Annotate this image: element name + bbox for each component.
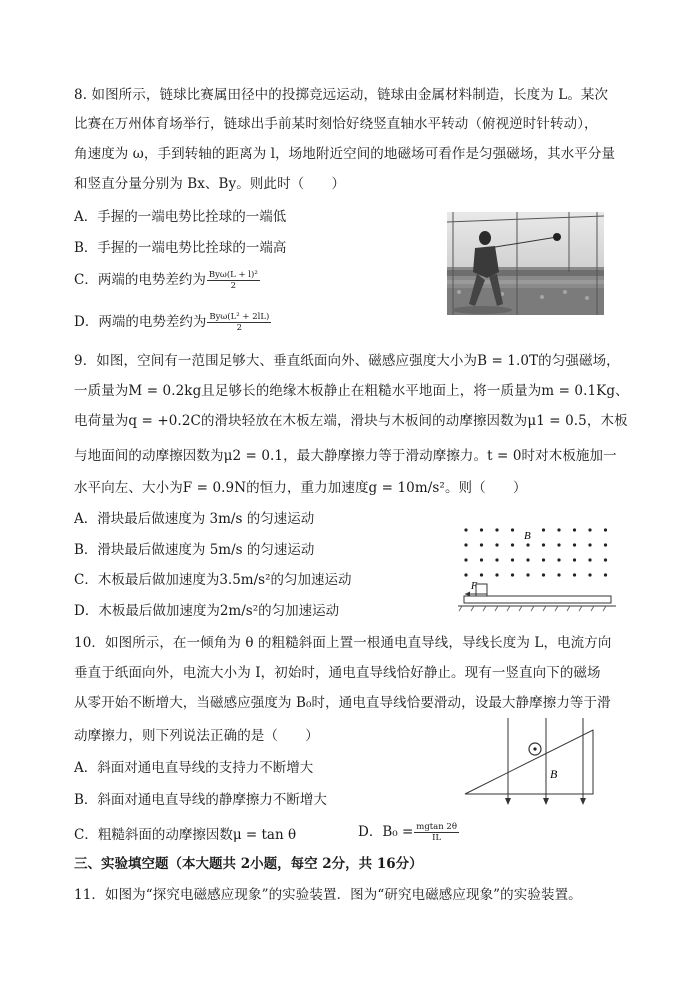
- q9-line-2: 一质量为M = 0.2kg且足够长的绝缘木板静止在粗糙水平地面上，将一质量为m = 0.1Kg、: [74, 383, 629, 399]
- q8-option-c-numerator: Byω(L + l)²: [208, 270, 258, 280]
- q9-option-a: A．滑块最后做速度为 3m/s 的匀速运动: [74, 511, 315, 527]
- q9-force-label: F: [471, 581, 478, 592]
- q8-line-3: 角速度为 ω，手到转轴的距离为 l，场地附近空间的地磁场可看作是匀强磁场，其水平分量: [74, 146, 616, 162]
- q9-line-3: 电荷量为q = +0.2C的滑块轻放在木板左端，滑块与木板间的动摩擦因数为μ1 = 0.5，木板: [74, 413, 628, 429]
- field-dot: [495, 543, 498, 546]
- field-dot: [542, 528, 545, 531]
- field-dot: [557, 528, 560, 531]
- field-dot: [480, 558, 483, 561]
- q8-option-d-prefix: D．两端的电势差约为: [74, 314, 207, 330]
- field-dot: [557, 558, 560, 561]
- field-dot: [511, 573, 514, 576]
- q9-field-label: B: [524, 530, 531, 542]
- magnetic-field-arrowheads: [505, 798, 586, 805]
- hammer-throw-photo: [447, 212, 604, 315]
- q10-option-d-prefix: D．B₀ =: [358, 824, 414, 840]
- q10-option-c: C．粗糙斜面的动摩擦因数μ = tan θ: [74, 827, 297, 843]
- wooden-board: [464, 596, 611, 603]
- q8-option-c-denominator: 2: [230, 281, 237, 291]
- q8-line-1: 8. 如图所示，链球比赛属田径中的投掷竞远运动，链球由金属材料制造，长度为 L。某次: [74, 87, 609, 103]
- q9-option-b: B．滑块最后做速度为 5m/s 的匀速运动: [74, 542, 315, 558]
- field-dot: [557, 543, 560, 546]
- field-dot: [588, 528, 591, 531]
- field-dot: [573, 528, 576, 531]
- field-dot: [480, 573, 483, 576]
- field-dot: [557, 573, 560, 576]
- field-dot: [542, 543, 545, 546]
- q10-option-d-fraction: [414, 822, 459, 843]
- q8-option-c: [74, 270, 260, 291]
- field-dot: [542, 558, 545, 561]
- field-dot: [573, 573, 576, 576]
- field-dot: [526, 573, 529, 576]
- q8-line-2: 比赛在万州体育场举行，链球出手前某时刻恰好绕竖直轴水平转动（俯视逆时针转动），: [74, 116, 598, 132]
- magnetic-field-dots: [464, 528, 607, 576]
- q8-option-d-numerator: Byω(L² + 2lL): [209, 312, 270, 322]
- q8-option-d-denominator: 2: [236, 323, 243, 333]
- section-3-title: 三、实验填空题（本大题共 2小题，每空 2分，共 16分）: [74, 856, 423, 872]
- ground-hatching: [459, 606, 606, 611]
- field-dot: [526, 543, 529, 546]
- q9-line-1: 9．如图，空间有一范围足够大、垂直纸面向外、磁感应强度大小为B = 1.0T的匀强磁场，: [74, 353, 620, 369]
- field-dot: [573, 558, 576, 561]
- q10-option-d-numerator: mgtan 2θ: [416, 822, 457, 832]
- field-dot: [588, 558, 591, 561]
- field-dot: [604, 528, 607, 531]
- field-dot: [495, 573, 498, 576]
- field-dot: [604, 543, 607, 546]
- field-dot: [573, 543, 576, 546]
- field-dot: [511, 543, 514, 546]
- q8-line-4: 和竖直分量分别为 Bx、By。则此时（ ）: [74, 176, 346, 192]
- field-dot: [604, 573, 607, 576]
- q8-option-c-prefix: C．两端的电势差约为: [74, 272, 206, 288]
- field-dot: [464, 528, 467, 531]
- q8-option-d: [74, 312, 271, 333]
- field-dot: [480, 543, 483, 546]
- q10-line-3: 从零开始不断增大，当磁感应强度为 B₀时，通电直导线恰要滑动，设最大静摩擦力等于滑: [74, 695, 611, 711]
- field-dot: [495, 528, 498, 531]
- q8-option-b: B．手握的一端电势比拴球的一端高: [74, 240, 287, 256]
- field-dot: [588, 573, 591, 576]
- q9-option-d: D．木板最后做加速度为2m/s²的匀加速运动: [74, 603, 340, 619]
- q10-option-d-denominator: IL: [432, 833, 442, 843]
- q10-line-2: 垂直于纸面向外，电流大小为 I，初始时，通电直导线恰好静止。现有一竖直向下的磁场: [74, 665, 601, 681]
- q9-line-5: 水平向左、大小为F = 0.9N的恒力，重力加速度g = 10m/s²。则（ ）: [74, 480, 527, 496]
- field-dot: [511, 528, 514, 531]
- q10-line-1: 10．如图所示，在一倾角为 θ 的粗糙斜面上置一根通电直导线，导线长度为 L，电流方向: [74, 635, 612, 651]
- field-dot: [464, 543, 467, 546]
- q10-option-d: [358, 822, 459, 843]
- field-dot: [542, 573, 545, 576]
- field-dot: [511, 558, 514, 561]
- incline-triangle: [465, 730, 593, 794]
- q9-diagram: [458, 522, 618, 614]
- q9-option-c: C．木板最后做加速度为3.5m/s²的匀加速运动: [74, 572, 352, 588]
- field-dot: [464, 573, 467, 576]
- field-dot: [526, 558, 529, 561]
- field-dot: [495, 558, 498, 561]
- q11-line-1: 11．如图为“探究电磁感应现象”的实验装置．图为“研究电磁感应现象”的实验装置。: [74, 887, 582, 903]
- q10-line-4: 动摩擦力，则下列说法正确的是（ ）: [74, 728, 319, 744]
- q9-line-4: 与地面间的动摩擦因数为μ2 = 0.1，最大静摩擦力等于滑动摩擦力。t = 0时对木板施加一: [74, 448, 617, 464]
- field-dot: [464, 558, 467, 561]
- q8-option-d-fraction: [207, 312, 271, 333]
- q10-diagram: [462, 716, 602, 808]
- magnetic-field-lines: [508, 718, 583, 800]
- q8-option-c-fraction: [207, 270, 260, 291]
- q10-option-a: A．斜面对通电直导线的支持力不断增大: [74, 760, 314, 776]
- field-dot: [604, 558, 607, 561]
- field-dot: [588, 543, 591, 546]
- field-dot: [480, 528, 483, 531]
- q10-option-b: B．斜面对通电直导线的静摩擦力不断增大: [74, 792, 327, 808]
- q10-field-label: B: [550, 767, 558, 781]
- q8-option-a: A．手握的一端电势比拴球的一端低: [74, 209, 287, 225]
